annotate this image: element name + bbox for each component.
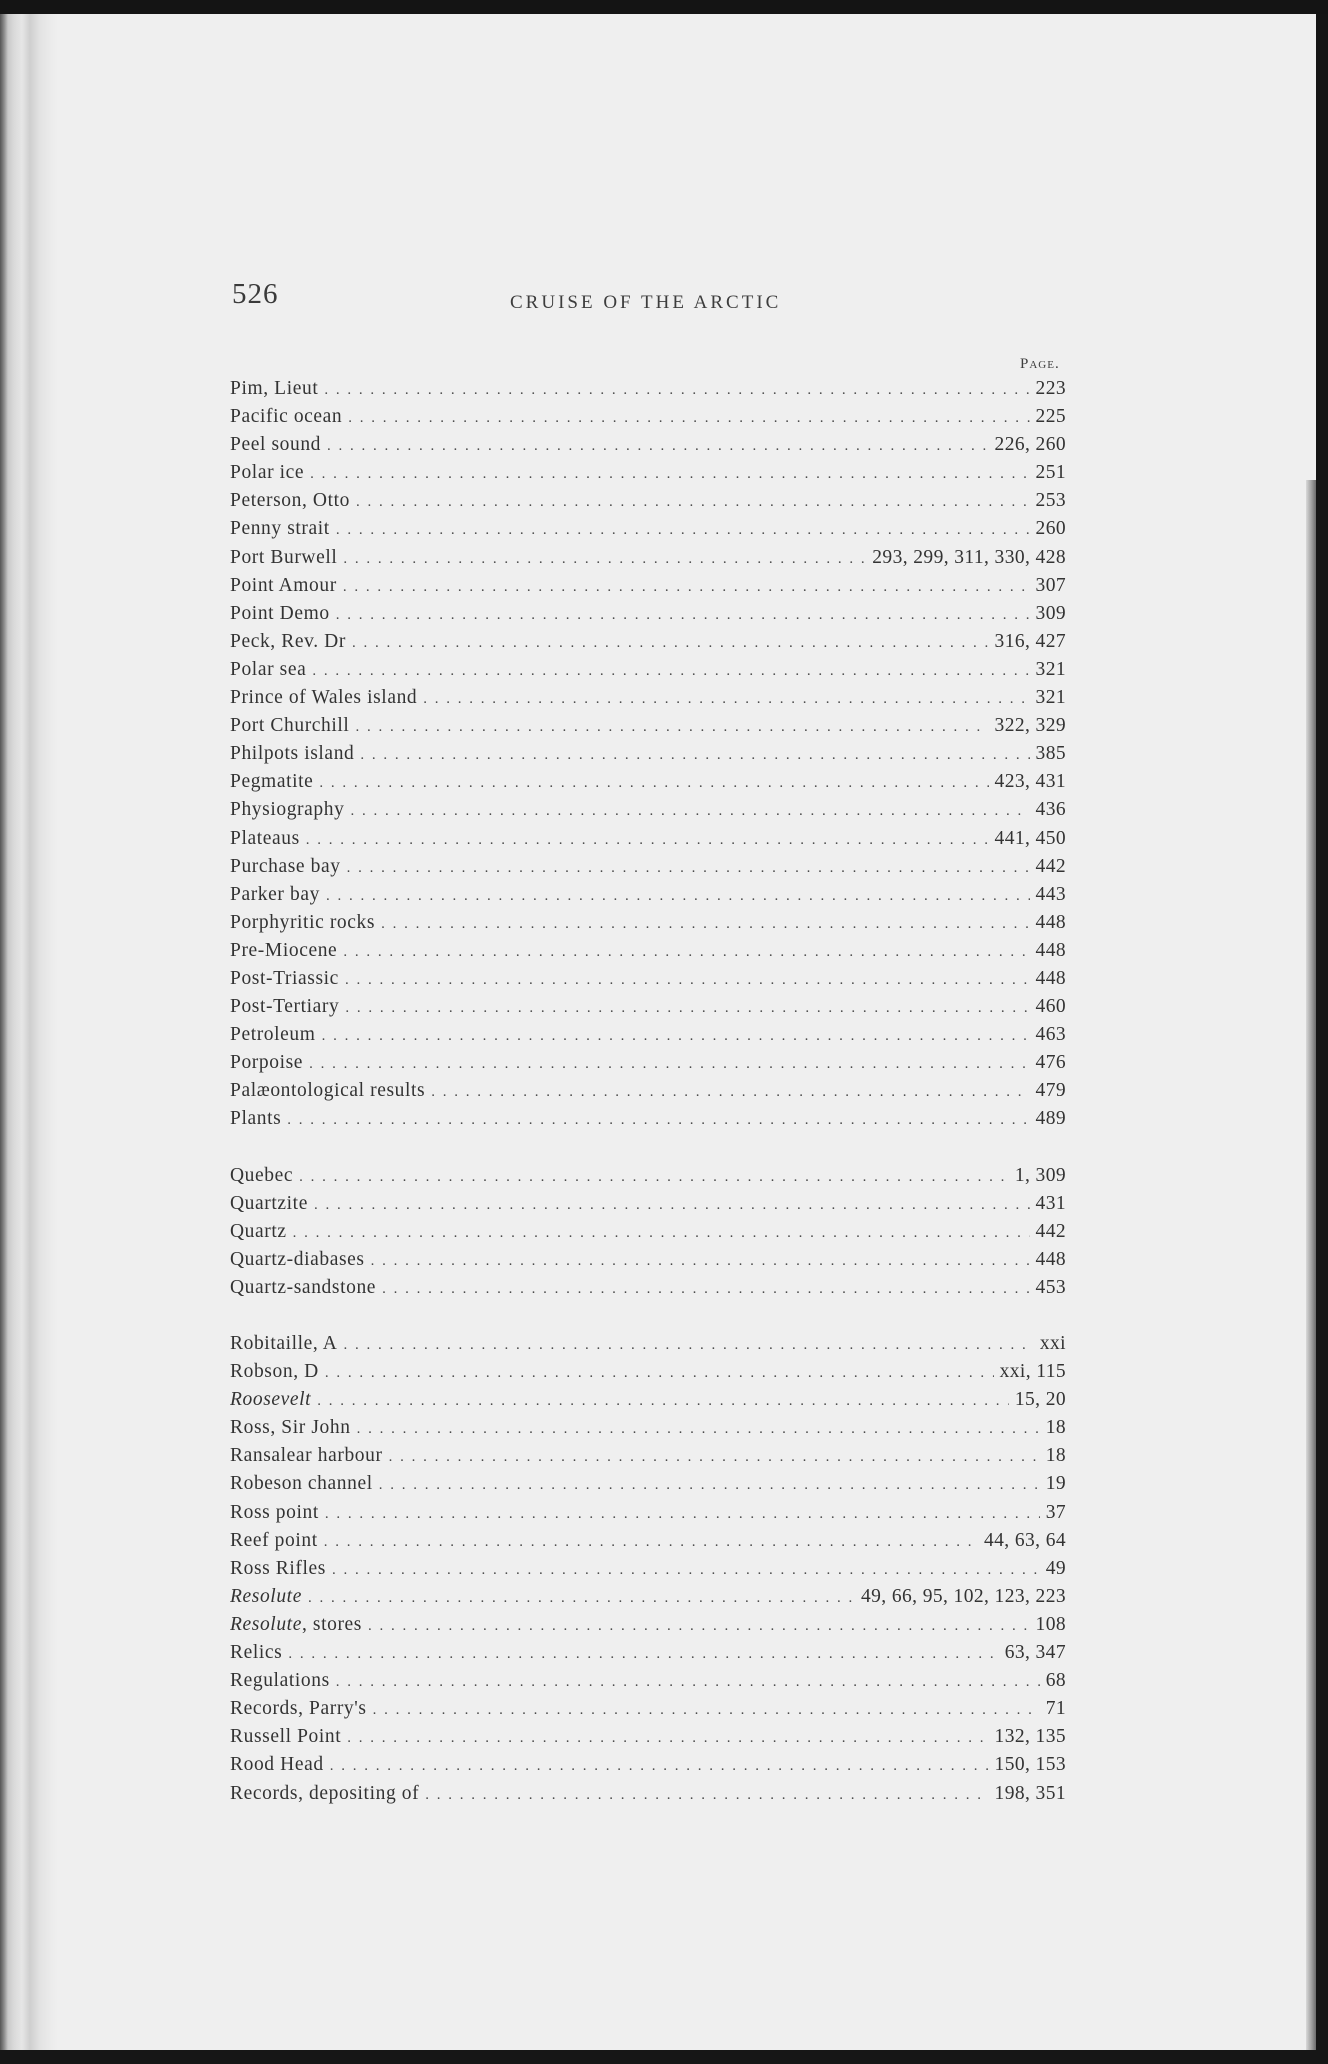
index-entry — [230, 1783, 1066, 1811]
index-entry-name: Robitaille, A — [230, 1333, 338, 1354]
index-entry-pages: 321 — [1035, 658, 1066, 680]
index-entry-name: Polar ice — [230, 462, 305, 484]
index-entry — [230, 575, 1066, 603]
dot-leader — [310, 466, 1029, 483]
index-entry — [230, 1052, 1066, 1080]
index-entry-pages: 460 — [1035, 996, 1066, 1018]
index-entry — [230, 771, 1066, 799]
index-entry-name: Polar sea — [230, 658, 307, 680]
index-entry — [230, 1417, 1066, 1445]
index-entry — [230, 799, 1066, 827]
index-entry-pages: 321 — [1035, 687, 1066, 709]
index-entry-pages: 63, 347 — [1004, 1642, 1066, 1664]
index-entry-pages: 442 — [1035, 1220, 1066, 1242]
dot-leader — [293, 1225, 1030, 1242]
dot-leader — [423, 691, 1029, 708]
index-entry-name: Pacific ocean — [230, 406, 343, 428]
index-entry-name: Plants — [230, 1108, 282, 1130]
index-entry — [230, 940, 1066, 968]
dot-leader — [314, 1197, 1030, 1214]
dot-leader — [348, 410, 1029, 427]
dot-leader — [343, 551, 866, 568]
dot-leader — [371, 1253, 1030, 1270]
index-entry-pages: 71 — [1045, 1698, 1066, 1720]
page-fore-edge — [1306, 480, 1316, 2050]
index-entry — [230, 828, 1066, 856]
dot-leader — [326, 888, 1030, 905]
index-entry — [230, 1249, 1066, 1277]
index-entry-pages: 1, 309 — [1014, 1164, 1066, 1186]
index-list — [230, 378, 1066, 1811]
index-entry-name: Point Demo — [230, 602, 330, 624]
dot-leader — [373, 1702, 1040, 1719]
index-entry — [230, 687, 1066, 715]
index-entry — [230, 518, 1066, 546]
index-entry — [230, 1502, 1066, 1530]
index-entry — [230, 603, 1066, 631]
index-entry-name: Point Amour — [230, 574, 337, 596]
dot-leader — [357, 1421, 1040, 1438]
dot-leader — [356, 494, 1030, 511]
index-entry-name: Port Churchill — [230, 715, 350, 737]
index-entry-pages: 316, 427 — [994, 630, 1066, 652]
index-entry-name: Pim, Lieut — [230, 378, 319, 399]
index-entry-pages: 253 — [1035, 490, 1066, 512]
dot-leader — [317, 1393, 1009, 1410]
index-entry — [230, 1473, 1066, 1501]
index-entry-pages: 489 — [1035, 1108, 1066, 1130]
index-entry — [230, 884, 1066, 912]
index-entry-pages: 223 — [1035, 378, 1066, 399]
index-entry — [230, 1333, 1066, 1361]
dot-leader — [309, 1056, 1029, 1073]
index-entry-pages: 108 — [1035, 1613, 1066, 1635]
index-entry-pages: 150, 153 — [994, 1754, 1066, 1776]
index-entry — [230, 1698, 1066, 1726]
page-number: 526 — [232, 278, 279, 310]
index-entry — [230, 462, 1066, 490]
index-entry-pages: 463 — [1035, 1024, 1066, 1046]
index-entry — [230, 1614, 1066, 1642]
index-entry-pages: 448 — [1035, 911, 1066, 933]
index-entry-name: Quebec — [230, 1164, 294, 1186]
dot-leader — [425, 1787, 988, 1804]
index-entry-pages: 132, 135 — [994, 1726, 1066, 1748]
dot-leader — [336, 1674, 1040, 1691]
dot-leader — [343, 944, 1029, 961]
index-entry — [230, 1221, 1066, 1249]
index-entry-pages: 68 — [1045, 1670, 1066, 1692]
dot-leader — [312, 663, 1029, 680]
index-entry-name: Penny strait — [230, 518, 330, 540]
dot-leader — [382, 1281, 1029, 1298]
dot-leader — [379, 1477, 1040, 1494]
index-entry-name: Records, Parry's — [230, 1698, 367, 1720]
index-entry-name: Post-Triassic — [230, 967, 339, 989]
index-entry — [230, 434, 1066, 462]
index-entry — [230, 996, 1066, 1024]
dot-leader — [288, 1646, 998, 1663]
index-entry-name: Russell Point — [230, 1726, 342, 1748]
dot-leader — [345, 1000, 1029, 1017]
index-entry-pages: 448 — [1035, 1248, 1066, 1270]
dot-leader — [336, 522, 1030, 539]
dot-leader — [343, 579, 1030, 596]
dot-leader — [319, 775, 988, 792]
index-entry-pages: 226, 260 — [994, 434, 1066, 456]
dot-leader — [355, 719, 988, 736]
index-entry-pages: 442 — [1035, 855, 1066, 877]
running-head: CRUISE OF THE ARCTIC — [510, 292, 782, 313]
dot-leader — [431, 1084, 1029, 1101]
index-entry-name: Ross Rifles — [230, 1557, 326, 1579]
index-entry-pages: 448 — [1035, 939, 1066, 961]
page-binding-edge — [0, 14, 58, 2050]
index-entry — [230, 1754, 1066, 1782]
index-entry — [230, 1642, 1066, 1670]
dot-leader — [389, 1449, 1040, 1466]
dot-leader — [322, 1028, 1030, 1045]
index-entry — [230, 1193, 1066, 1221]
dot-leader — [343, 1337, 1033, 1354]
dot-leader — [324, 1534, 978, 1551]
index-entry — [230, 1080, 1066, 1108]
index-entry-name: Porpoise — [230, 1052, 304, 1074]
dot-leader — [368, 1618, 1030, 1635]
index-entry — [230, 1024, 1066, 1052]
index-entry-pages: 476 — [1035, 1052, 1066, 1074]
index-entry-pages: xxi, 115 — [999, 1361, 1066, 1383]
index-entry-name: Rood Head — [230, 1754, 324, 1776]
index-entry-pages: xxi — [1039, 1333, 1066, 1354]
index-entry-pages: 322, 329 — [994, 715, 1066, 737]
index-entry-name: Peck, Rev. Dr — [230, 630, 346, 652]
index-entry-name: Robeson channel — [230, 1473, 373, 1495]
index-entry-name: Post-Tertiary — [230, 996, 340, 1018]
index-entry-name: Peel sound — [230, 434, 322, 456]
index-entry-name: Quartzite — [230, 1192, 308, 1214]
index-entry — [230, 1530, 1066, 1558]
index-entry-pages: 431 — [1035, 1192, 1066, 1214]
index-entry — [230, 715, 1066, 743]
index-entry-name: Resolute — [230, 1585, 302, 1607]
index-entry — [230, 856, 1066, 884]
index-entry-name: Palæontological results — [230, 1080, 426, 1102]
index-group-r — [230, 1333, 1066, 1811]
index-entry — [230, 1361, 1066, 1389]
index-entry-name: Prince of Wales island — [230, 687, 418, 709]
index-entry — [230, 968, 1066, 996]
index-entry-pages: 479 — [1035, 1080, 1066, 1102]
index-entry-name: Ross, Sir John — [230, 1417, 351, 1439]
scan-top-border — [0, 0, 1328, 14]
index-entry-pages: 448 — [1035, 967, 1066, 989]
index-entry-pages: 453 — [1035, 1276, 1066, 1298]
index-entry-pages: 436 — [1035, 799, 1066, 821]
index-entry-name: Relics — [230, 1642, 283, 1664]
dot-leader — [299, 1169, 1009, 1186]
index-entry-pages: 37 — [1045, 1501, 1066, 1523]
index-entry-pages: 49, 66, 95, 102, 123, 223 — [861, 1585, 1066, 1607]
index-entry-name — [230, 1614, 362, 1636]
index-entry-pages: 225 — [1035, 406, 1066, 428]
dot-leader — [347, 1730, 988, 1747]
index-entry-pages: 198, 351 — [994, 1782, 1066, 1804]
dot-leader — [350, 803, 1029, 820]
index-entry-pages: 307 — [1035, 574, 1066, 596]
index-entry-name: Regulations — [230, 1670, 330, 1692]
dot-leader — [287, 1112, 1029, 1129]
index-entry-name: Petroleum — [230, 1024, 316, 1046]
index-entry — [230, 547, 1066, 575]
index-entry-name: Parker bay — [230, 883, 320, 905]
index-entry-name: Peterson, Otto — [230, 490, 350, 512]
index-entry-name: Roosevelt — [230, 1389, 312, 1411]
index-entry — [230, 1586, 1066, 1614]
dot-leader — [347, 860, 1030, 877]
index-group-q — [230, 1165, 1066, 1305]
index-group-p — [230, 378, 1066, 1137]
dot-leader — [327, 438, 989, 455]
dot-leader — [345, 972, 1030, 989]
index-entry-name: Quartz-sandstone — [230, 1276, 377, 1298]
index-entry — [230, 631, 1066, 659]
index-entry-name: Pre-Miocene — [230, 939, 338, 961]
dot-leader — [330, 1758, 989, 1775]
index-entry-name: Physiography — [230, 799, 345, 821]
index-entry-pages: 251 — [1035, 462, 1066, 484]
index-entry — [230, 1389, 1066, 1417]
index-entry-pages: 441, 450 — [994, 827, 1066, 849]
index-entry-name: Quartz-diabases — [230, 1248, 365, 1270]
dot-leader — [324, 382, 1029, 399]
index-entry-pages: 309 — [1035, 602, 1066, 624]
index-entry — [230, 1108, 1066, 1136]
index-entry-name: Philpots island — [230, 743, 355, 765]
dot-leader — [332, 1562, 1040, 1579]
index-entry — [230, 1277, 1066, 1305]
dot-leader — [360, 747, 1029, 764]
index-entry — [230, 406, 1066, 434]
dot-leader — [325, 1506, 1040, 1523]
dot-leader — [381, 916, 1029, 933]
dot-leader — [308, 1590, 855, 1607]
index-entry-pages: 18 — [1045, 1445, 1066, 1467]
index-entry-name: Robson, D — [230, 1361, 319, 1383]
index-entry — [230, 378, 1066, 406]
index-entry-name: Purchase bay — [230, 855, 341, 877]
dot-leader — [325, 1365, 994, 1382]
index-entry-name: Reef point — [230, 1529, 318, 1551]
index-entry-pages: 293, 299, 311, 330, 428 — [872, 546, 1066, 568]
index-entry-pages: 385 — [1035, 743, 1066, 765]
index-entry-name: Records, depositing of — [230, 1782, 420, 1804]
index-entry-pages: 15, 20 — [1014, 1389, 1066, 1411]
index-entry — [230, 1726, 1066, 1754]
index-entry-name: Port Burwell — [230, 546, 338, 568]
index-entry-pages: 19 — [1045, 1473, 1066, 1495]
dot-leader — [352, 635, 989, 652]
index-entry-pages: 18 — [1045, 1417, 1066, 1439]
index-entry-pages: 443 — [1035, 883, 1066, 905]
index-entry — [230, 743, 1066, 771]
index-entry — [230, 912, 1066, 940]
index-entry — [230, 1165, 1066, 1193]
index-entry-pages: 44, 63, 64 — [984, 1529, 1066, 1551]
index-entry-name: Ransalear harbour — [230, 1445, 383, 1467]
index-entry-name: Pegmatite — [230, 771, 314, 793]
index-entry-name-italic: Resolute — [230, 1613, 302, 1635]
index-entry-name: Quartz — [230, 1220, 287, 1242]
index-entry-name-rest: , stores — [301, 1613, 362, 1635]
scan-right-border — [1316, 14, 1328, 2064]
index-entry — [230, 1558, 1066, 1586]
index-entry — [230, 1445, 1066, 1473]
index-entry-pages: 49 — [1045, 1557, 1066, 1579]
index-entry — [230, 659, 1066, 687]
dot-leader — [336, 607, 1030, 624]
page-column-label: Page. — [1020, 356, 1060, 372]
index-entry-pages: 260 — [1035, 518, 1066, 540]
index-entry-name: Plateaus — [230, 827, 300, 849]
scan-bottom-border — [0, 2050, 1328, 2064]
index-entry-name: Ross point — [230, 1501, 319, 1523]
dot-leader — [306, 832, 989, 849]
index-entry — [230, 490, 1066, 518]
index-entry — [230, 1670, 1066, 1698]
index-entry-pages: 423, 431 — [994, 771, 1066, 793]
index-entry-name: Porphyritic rocks — [230, 911, 376, 933]
